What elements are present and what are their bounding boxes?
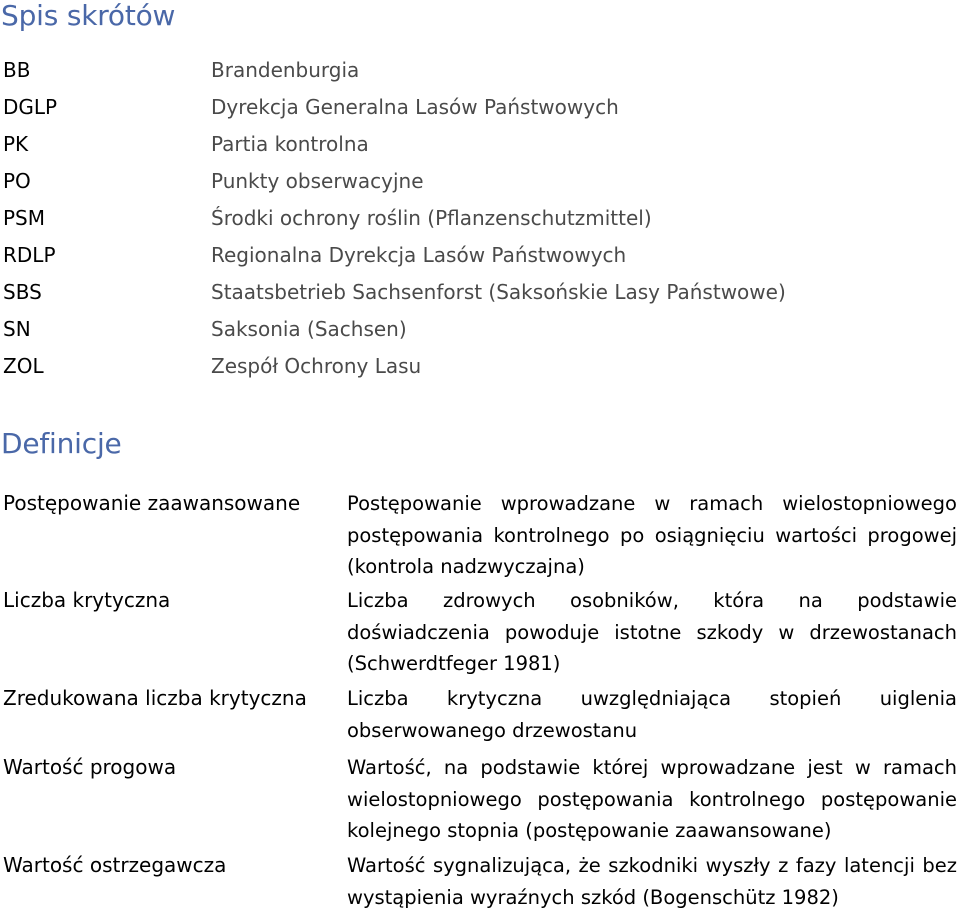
abbreviation-key: PO: [3, 169, 31, 193]
definition-term: Liczba krytyczna: [3, 588, 171, 612]
abbreviation-key: BB: [3, 58, 31, 82]
abbreviation-key: PK: [3, 132, 29, 156]
abbreviation-meaning: Brandenburgia: [211, 58, 360, 82]
abbreviation-meaning: Środki ochrony roślin (Pflanzenschutzmittel): [211, 206, 652, 230]
definition-text: Wartość, na podstawie której wprowadzane jest w ramach wielostopniowego postępowania kontrolnego postępowanie kolejnego stopnia (postępowanie zaawansowane): [347, 756, 957, 842]
definition-text: Wartość sygnalizująca, że szkodniki wyszły z fazy latencji bez wystąpienia wyraźnych szkód (Bogenschütz 1982): [347, 854, 957, 909]
abbreviation-meaning: Dyrekcja Generalna Lasów Państwowych: [211, 95, 619, 119]
abbreviation-row: [0, 52, 960, 88]
abbreviation-meaning: Zespół Ochrony Lasu: [211, 354, 422, 378]
abbreviation-row: [0, 274, 960, 310]
abbreviation-row: [0, 163, 960, 199]
abbreviation-row: [0, 126, 960, 162]
abbreviation-row: [0, 348, 960, 384]
definitions-heading: Definicje: [1, 427, 122, 460]
abbreviation-meaning: Partia kontrolna: [211, 132, 369, 156]
definition-text: Liczba zdrowych osobników, która na podstawie doświadczenia powoduje istotne szkody w drzewostanach (Schwerdtfeger 1981): [347, 589, 957, 675]
abbreviations-heading: Spis skrótów: [1, 0, 176, 32]
definition-term: Wartość progowa: [3, 755, 177, 779]
abbreviation-meaning: Regionalna Dyrekcja Lasów Państwowych: [211, 243, 627, 267]
abbreviation-key: PSM: [3, 206, 46, 230]
abbreviation-row: [0, 311, 960, 347]
abbreviation-key: ZOL: [3, 354, 44, 378]
definition-term: Postępowanie zaawansowane: [3, 491, 301, 515]
abbreviation-key: DGLP: [3, 95, 58, 119]
abbreviation-meaning: Staatsbetrieb Sachsenforst (Saksońskie Lasy Państwowe): [211, 280, 786, 304]
definition-term: Wartość ostrzegawcza: [3, 853, 227, 877]
definition-text: Liczba krytyczna uwzględniająca stopień uiglenia obserwowanego drzewostanu: [347, 687, 957, 742]
definition-text: Postępowanie wprowadzane w ramach wielostopniowego postępowania kontrolnego po osiągnięciu wartości progowej (kontrola nadzwyczajna): [347, 492, 957, 578]
abbreviation-key: SBS: [3, 280, 42, 304]
abbreviation-meaning: Saksonia (Sachsen): [211, 317, 407, 341]
abbreviation-key: SN: [3, 317, 31, 341]
abbreviation-row: [0, 89, 960, 125]
abbreviation-key: RDLP: [3, 243, 56, 267]
abbreviation-row: [0, 200, 960, 236]
abbreviation-row: [0, 237, 960, 273]
abbreviation-meaning: Punkty obserwacyjne: [211, 169, 424, 193]
definition-term: Zredukowana liczba krytyczna: [3, 686, 307, 710]
